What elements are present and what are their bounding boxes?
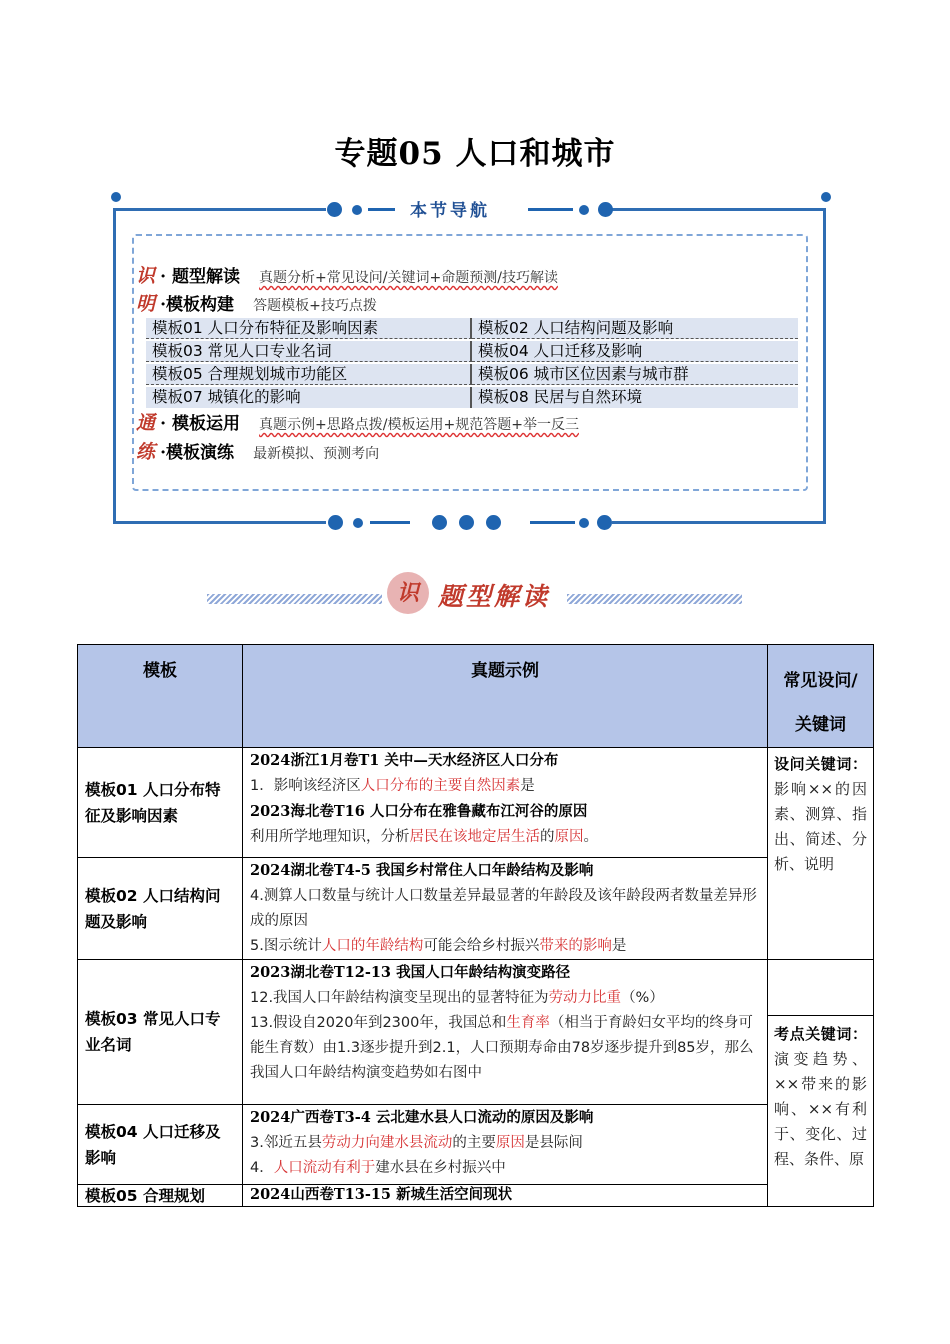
nav-row-label: ·模板构建 (160, 295, 235, 315)
header-template: 模板 (78, 645, 243, 748)
exam-source: 2024湖北卷T4-5 我国乡村常住人口年龄结构及影响 (250, 862, 594, 879)
row-examples (243, 1185, 768, 1207)
dot-icon (597, 515, 612, 530)
nav-char: 练 (136, 441, 156, 463)
nav-bottom-line (612, 521, 826, 524)
banner-stripes (567, 594, 742, 604)
nav-bottom-line (113, 521, 326, 524)
template-link[interactable]: 模板03 常见人口专业名词 (146, 341, 472, 362)
nav-line (368, 208, 398, 211)
nav-row (136, 437, 379, 464)
row-template-name: 模板02 人口结构问题及影响 (78, 858, 243, 960)
nav-row-desc: 最新模拟、预测考向 (253, 446, 380, 462)
template-link[interactable]: 模板07 城镇化的影响 (146, 387, 472, 408)
nav-label: 本节导航 (395, 196, 505, 221)
banner-stripes (207, 594, 382, 604)
dot-icon (821, 192, 831, 202)
dot-icon (111, 192, 121, 202)
nav-row-label: · 题型解读 (160, 267, 240, 287)
table-header-row (78, 645, 874, 748)
table-row (78, 858, 874, 960)
template-row (146, 341, 798, 362)
exam-source: 2024浙江1月卷T1 关中—天水经济区人口分布 (250, 752, 559, 769)
nav-row (136, 408, 579, 435)
nav-top-line (612, 208, 826, 211)
nav-row-label: ·模板演练 (160, 443, 235, 463)
exam-source: 2024山西卷T13-15 新城生活空间现状 (250, 1186, 513, 1203)
nav-char: 识 (136, 265, 156, 287)
question-table (77, 644, 874, 1207)
nav-row-desc: 答题模板+技巧点拨 (253, 298, 377, 314)
side-keywords-2: 考点关键词：演变趋势、××带来的影响、××有利于、变化、过程、条件、原 (768, 960, 874, 1207)
template-link[interactable]: 模板06 城市区位因素与城市群 (472, 364, 798, 385)
row-template-name: 模板03 常见人口专业名词 (78, 960, 243, 1105)
section-title: 题型解读 (438, 582, 551, 611)
nav-row-desc: 真题分析+常见设问/关键词+命题预测/技巧解读 (259, 270, 558, 286)
template-row (146, 364, 798, 385)
side-keywords-1: 设问关键词：影响××的因素、测算、指出、简述、分析、说明 (768, 748, 874, 960)
nav-line (528, 208, 573, 211)
page-title: 专题05 人口和城市 (334, 136, 616, 172)
template-row (146, 318, 798, 339)
header-keywords: 常见设问/关键词 (768, 645, 874, 748)
dot-icon (579, 518, 589, 528)
nav-top-line (113, 208, 326, 211)
exam-source: 2023湖北卷T12-13 我国人口年龄结构演变路径 (250, 964, 571, 981)
dot-icon (579, 205, 589, 215)
dot-icon (486, 515, 501, 530)
template-row (146, 387, 798, 408)
exam-source: 2023海北卷T16 人口分布在雅鲁藏布江河谷的原因 (250, 803, 588, 820)
dot-icon (353, 518, 363, 528)
dot-icon (327, 202, 342, 217)
nav-char: 通 (136, 412, 156, 434)
nav-row-desc: 真题示例+思路点拨/模板运用+规范答题+举一反三 (259, 417, 579, 433)
nav-line (370, 521, 410, 524)
nav-char: 明 (136, 293, 156, 315)
row-examples: 2024湖北卷T4-5 我国乡村常住人口年龄结构及影响 4.测算人口数量与统计人口数量差异最显著的年龄段及该年龄段两者数量差异形成的原因 5.图示统计人口的年龄结构可能会给乡村振兴带来的影响是 (243, 858, 768, 960)
nav-row (136, 289, 377, 316)
table-row (78, 1105, 874, 1185)
nav-line (530, 521, 575, 524)
table-row (78, 1185, 874, 1207)
dot-icon (459, 515, 474, 530)
nav-row-label: · 模板运用 (160, 414, 240, 434)
template-link[interactable]: 模板02 人口结构问题及影响 (472, 318, 798, 339)
table-row (78, 960, 874, 1105)
dot-icon (598, 202, 613, 217)
template-link[interactable]: 模板08 民居与自然环境 (478, 388, 643, 406)
template-link[interactable]: 模板01 人口分布特征及影响因素 (146, 318, 472, 339)
nav-row (136, 261, 558, 288)
dot-icon (432, 515, 447, 530)
table-row (78, 748, 874, 858)
row-examples: 2024广西卷T3-4 云北建水县人口流动的原因及影响 3.邻近五县劳动力向建水县流动的主要原因是县际间 4．人口流动有利于建水县在乡村振兴中 (243, 1105, 768, 1185)
header-example: 真题示例 (243, 645, 768, 748)
row-template-name: 模板04 人口迁移及影响 (78, 1105, 243, 1185)
template-link[interactable]: 模板05 合理规划城市功能区 (146, 364, 472, 385)
dot-icon (352, 205, 362, 215)
template-link[interactable]: 模板04 人口迁移及影响 (472, 341, 798, 362)
row-examples: 2023湖北卷T12-13 我国人口年龄结构演变路径 12.我国人口年龄结构演变呈现出的显著特征为劳动力比重（%） 13.假设自2020年到2300年，我国总和生育率（相当于育龄妇女平均的终身可能生育数）由1.3逐步提升到2.1，人口预期寿命由78岁逐步提升到85岁，那么我国人口年龄结构演变趋势如右图中 (243, 960, 768, 1105)
seal-icon: 识 (387, 572, 429, 614)
dot-icon (328, 515, 343, 530)
exam-source: 2024广西卷T3-4 云北建水县人口流动的原因及影响 (250, 1109, 594, 1126)
row-template-name: 模板05 合理规划 (78, 1185, 243, 1207)
template-grid (146, 318, 798, 410)
row-examples: 2024浙江1月卷T1 关中—天水经济区人口分布 1．影响该经济区人口分布的主要自然因素是 2023海北卷T16 人口分布在雅鲁藏布江河谷的原因 利用所学地理知识，分析居民在该地定居生活的原因。 (243, 748, 768, 858)
row-template-name: 模板01 人口分布特征及影响因素 (78, 748, 243, 858)
